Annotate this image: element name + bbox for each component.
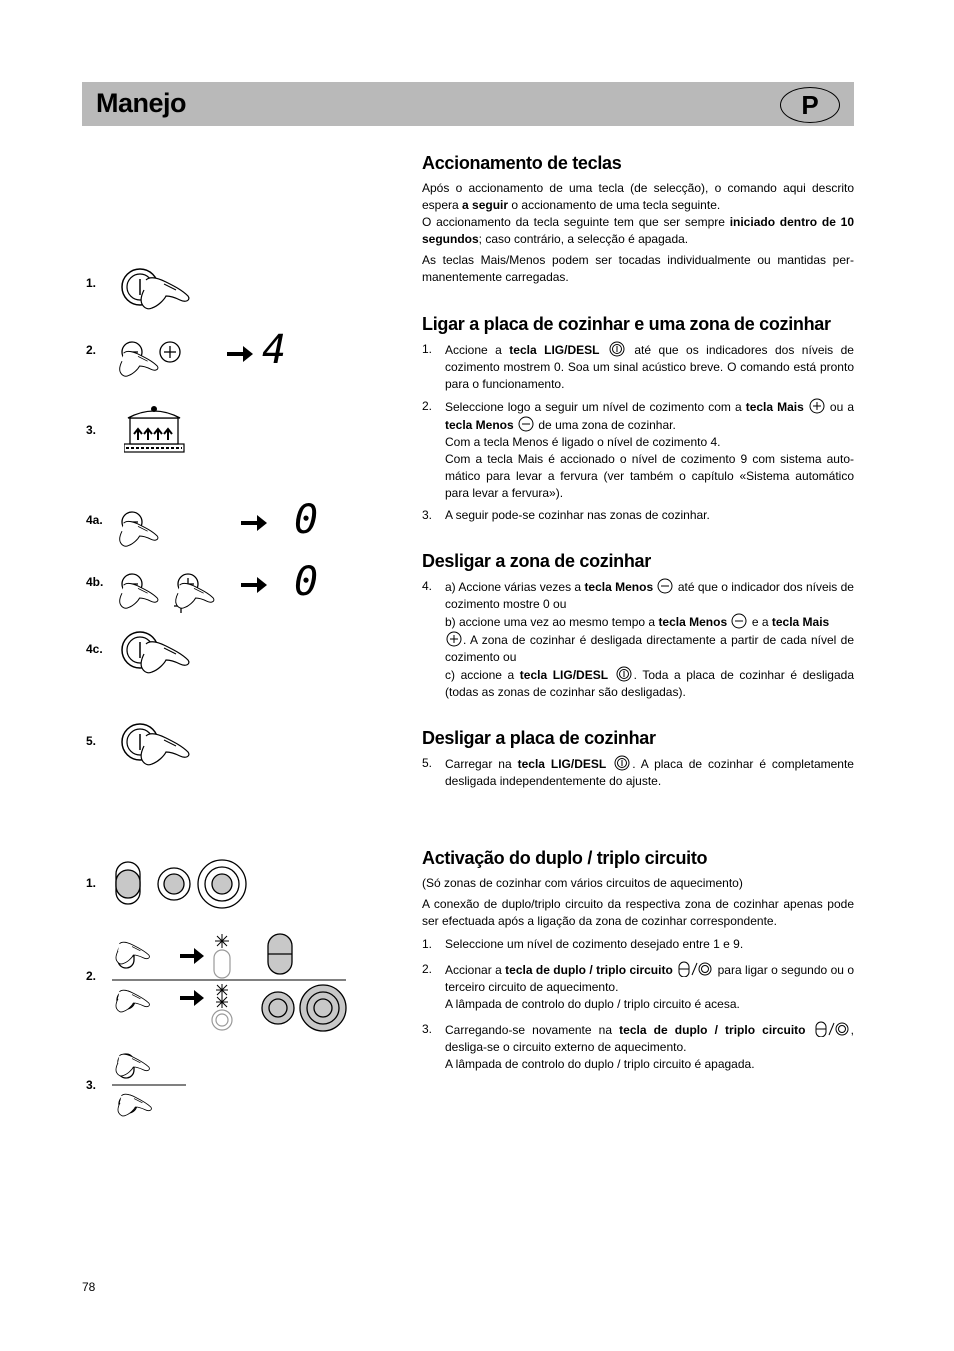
section-title: Desligar a zona de cozinhar — [422, 551, 651, 571]
paragraph: As teclas Mais/Menos podem ser tocadas individualmente ou mantidas per-manentemente carregadas. — [422, 253, 854, 284]
dual-triple-key-icon — [814, 1021, 850, 1037]
arrow-right-icon — [227, 344, 255, 364]
list-item: 3. A seguir pode-se cozinhar nas zonas de cozinhar. — [422, 508, 710, 522]
minus-key-icon — [731, 613, 747, 629]
list-item: 4. a) Accione várias vezes a tecla Menos até que o indicador dos níveis de cozimento mostre 0 ou b) accione uma vez ao mesmo tempo a tecla Menos e a tecla Mais . A zona de cozinhar é desligada directamente a partir de cada nível de cozimento ou c) accione a tecla LIG/DESL . Toda a placa de cozinhar é desligada (todas as zonas de cozinhar são desligadas). — [422, 579, 854, 699]
section-title: Ligar a placa de cozinhar e uma zona de cozinhar — [422, 314, 831, 334]
level-display: 0 — [294, 559, 319, 605]
minus-and-plus-key-illustration — [118, 568, 238, 616]
paragraph: Após o accionamento de uma tecla (de selecção), o comando aqui descrito espera a seguir o accionamento de uma tecla seguinte. O accionamento da tecla seguinte tem que ser sempre iniciado dentro de 10 segundos; caso contrário, a selecção é apagada. — [422, 181, 854, 246]
subtitle: (Só zonas de cozinhar com vários circuitos de aquecimento) — [422, 876, 743, 890]
minus-plus-key-illustration — [118, 336, 218, 390]
step-label: 1. — [86, 276, 97, 290]
section-header — [82, 82, 854, 126]
list-item: 2. Seleccione logo a seguir um nível de cozimento com a tecla Mais ou a tecla Menos de uma zona de cozinhar. Com a tecla Menos é ligado o nível de cozimento 4. Com a tecla Mais é accionado o nível de cozimento 9 com sistema auto-mático para levar a fervura (ver também o capítulo «Sistema automático para levar a fervura»). — [422, 399, 854, 500]
step-label: 3. — [86, 423, 97, 437]
arrow-right-icon — [241, 575, 269, 595]
step-label: 3. — [86, 1078, 97, 1092]
minus-key-illustration — [118, 506, 188, 560]
plus-key-icon — [809, 398, 825, 414]
step-label: 4c. — [86, 642, 103, 656]
step-label: 2. — [86, 969, 97, 983]
arrow-right-icon — [241, 513, 269, 533]
section-key-operation — [422, 155, 854, 290]
step-label: 5. — [86, 734, 97, 748]
lamp-lit-icon — [215, 934, 229, 948]
on-off-key-illustration — [118, 262, 198, 316]
dual-triple-key-icon — [677, 961, 713, 977]
step-label: 1. — [86, 876, 97, 890]
dual-triple-key-illustration — [112, 1050, 192, 1134]
section-title: Desligar a placa de cozinhar — [422, 728, 656, 748]
pot-on-hob-icon — [124, 404, 186, 456]
page-title: Manejo — [96, 88, 187, 118]
heating-zones-illustration — [112, 858, 252, 914]
on-off-key-illustration — [118, 720, 198, 774]
on-off-key-icon — [615, 666, 633, 682]
section-switch-on — [422, 316, 854, 529]
list-item: 1. Accione a tecla LIG/DESL até que os indicadores dos níveis de cozimento mostrem 0. Soa um sinal acústico breve. O comando está pronto para o funcionamento. — [422, 342, 854, 391]
step-label: 2. — [86, 343, 97, 357]
minus-key-icon — [657, 578, 673, 594]
minus-key-icon — [518, 416, 534, 432]
plus-key-icon — [446, 631, 462, 647]
section-title: Accionamento de teclas — [422, 153, 622, 173]
step-label: 4a. — [86, 513, 103, 527]
section-switch-off-hob — [422, 730, 854, 795]
on-off-key-icon — [613, 755, 631, 771]
level-display: 0 — [294, 497, 319, 543]
paragraph: A conexão de duplo/triplo circuito da respectiva zona de cozinhar apenas pode ser efectuada após a ligação da zona de cozinhar correspondente. — [422, 897, 854, 928]
page-number: 78 — [82, 1280, 96, 1294]
dual-triple-key-illustration — [112, 930, 352, 1034]
section-switch-off-zone — [422, 553, 854, 706]
section-title: Activação do duplo / triplo circuito — [422, 848, 708, 868]
list-item: 5. Carregar na tecla LIG/DESL . A placa de cozinhar é completamente desligada independentemente do ajuste. — [422, 756, 854, 788]
list-item: 2. Accionar a tecla de duplo / triplo circuito para ligar o segundo ou o terceiro circuito de aquecimento. A lâmpada de controlo do duplo / triplo circuito é acesa. — [422, 962, 855, 1011]
level-display: 4 — [262, 327, 287, 373]
list-item: 1. Seleccione um nível de cozimento desejado entre 1 e 9. — [422, 937, 744, 951]
step-label: 4b. — [86, 575, 104, 589]
list-item: 3. Carregando-se novamente na tecla de duplo / triplo circuito , desliga-se o circuito externo de aquecimento. A lâmpada de controlo do duplo / triplo circuito é apagada. — [422, 1022, 854, 1071]
section-dual-triple — [422, 850, 854, 1078]
on-off-key-icon — [608, 341, 626, 357]
language-badge: P — [780, 87, 840, 123]
on-off-key-illustration — [118, 628, 198, 682]
